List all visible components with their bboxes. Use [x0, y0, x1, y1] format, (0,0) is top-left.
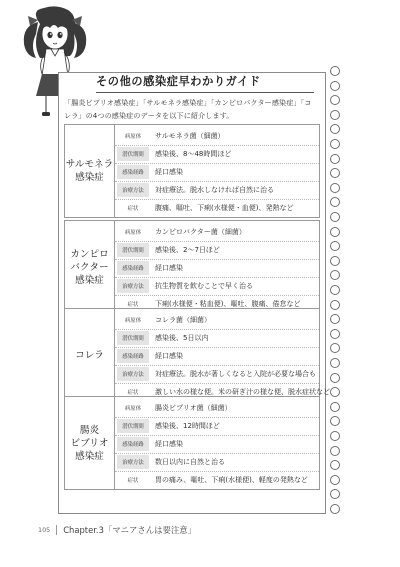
row-label: 症状 — [127, 302, 139, 308]
disease-group — [64, 220, 320, 314]
ring-hole — [330, 197, 340, 207]
row-label: 症状 — [127, 390, 139, 396]
disease-info-row — [115, 453, 319, 472]
disease-group — [64, 124, 320, 218]
disease-info-row — [115, 241, 319, 260]
ring-hole — [330, 227, 340, 237]
row-value: 感染後、8～48時間ほど — [155, 150, 232, 158]
ring-hole — [330, 373, 340, 383]
disease-info-row — [115, 259, 319, 278]
intro-text: 「腸炎ビブリオ感染症」「サルモネラ感染症」「カンピロバクター感染症」「コレラ」の4つの感染症のデータを以下に紹介します。 — [64, 98, 312, 120]
ring-hole — [330, 241, 340, 251]
ring-hole — [330, 489, 340, 499]
disease-info-row — [115, 347, 319, 366]
disease-info-row — [115, 163, 319, 182]
row-value: 経口感染 — [155, 440, 183, 448]
disease-info-row — [115, 329, 319, 348]
row-label: 感染経路 — [117, 261, 149, 275]
row-label: 感染経路 — [117, 349, 149, 363]
ring-hole — [330, 431, 340, 441]
ring-hole — [330, 329, 340, 339]
disease-name: サルモネラ 感染症 — [65, 125, 115, 217]
ring-hole — [330, 402, 340, 412]
row-value: 抗生物質を飲むことで早く治る — [155, 282, 253, 290]
ring-hole — [330, 446, 340, 456]
disease-name: カンピロ バクター 感染症 — [65, 221, 115, 313]
row-label: 治療方法 — [117, 367, 149, 381]
disease-name: 腸炎 ビブリオ 感染症 — [65, 397, 115, 489]
ring-hole — [330, 358, 340, 368]
row-label: 症状 — [127, 478, 139, 484]
ring-hole — [330, 95, 340, 105]
ring-hole — [330, 154, 340, 164]
ring-hole — [330, 387, 340, 397]
disease-info-row — [115, 223, 319, 242]
ring-hole — [330, 504, 340, 514]
disease-info-row — [115, 127, 319, 146]
row-value: 経口感染 — [155, 168, 183, 176]
row-value: 感染後、2～7日ほど — [155, 246, 220, 254]
row-value: 経口感染 — [155, 264, 183, 272]
row-label: 治療方法 — [117, 455, 149, 469]
guide-title: その他の感染症早わかりガイド — [96, 75, 261, 88]
ring-hole — [330, 314, 340, 324]
disease-info-row — [115, 311, 319, 330]
row-label: 潜伏期間 — [117, 331, 149, 345]
disease-info-row — [115, 435, 319, 454]
row-value: カンピロバクター菌（細菌） — [155, 228, 246, 236]
disease-info-row — [115, 417, 319, 436]
page-number: 105 — [38, 526, 51, 534]
ring-hole — [330, 168, 340, 178]
row-value: コレラ菌（細菌） — [155, 316, 211, 324]
disease-info-row — [115, 277, 319, 296]
row-value: 感染後、5日以内 — [155, 334, 209, 342]
row-value: 激しい水の様な便。米の研ぎ汁の様な便、脱水症状など — [155, 388, 330, 396]
row-label: 症状 — [127, 206, 139, 212]
chapter-title: Chapter.3「マニアさんは要注意」 — [63, 525, 197, 535]
ring-hole — [330, 460, 340, 470]
row-value: 経口感染 — [155, 352, 183, 360]
ring-hole — [330, 66, 340, 76]
row-label: 病原体 — [124, 318, 142, 324]
row-label: 病原体 — [124, 134, 142, 140]
disease-info-row — [115, 199, 319, 217]
disease-info-row — [115, 145, 319, 164]
row-label: 治療方法 — [117, 183, 149, 197]
footer-divider — [56, 525, 57, 535]
row-value: 腹痛、嘔吐、下痢(水様便・血便)、発熱など — [155, 204, 294, 212]
row-label: 病原体 — [124, 406, 142, 412]
ring-hole — [330, 212, 340, 222]
row-label: 潜伏期間 — [117, 419, 149, 433]
row-value: 対症療法。脱水が著しくなると入院が必要な場合も — [155, 370, 316, 378]
ring-hole — [330, 81, 340, 91]
ring-hole — [330, 139, 340, 149]
row-label: 感染経路 — [117, 437, 149, 451]
ring-hole — [330, 270, 340, 280]
disease-name: コレラ — [65, 309, 115, 401]
row-value: サルモネラ菌（細菌） — [155, 132, 225, 140]
ring-hole — [330, 256, 340, 266]
row-value: 胃の痛み、嘔吐、下痢(水様便)、軽度の発熱など — [155, 476, 308, 484]
ring-hole — [330, 300, 340, 310]
ring-hole — [330, 343, 340, 353]
row-value: 数日以内に自然と治る — [155, 458, 225, 466]
row-value: 下痢(水様便・粘血便)、嘔吐、腹痛、倦怠など — [155, 300, 301, 308]
row-label: 潜伏期間 — [117, 243, 149, 257]
ring-hole — [330, 110, 340, 120]
row-label: 治療方法 — [117, 279, 149, 293]
disease-group — [64, 308, 330, 402]
disease-info-row — [115, 365, 319, 384]
ring-hole — [330, 183, 340, 193]
row-label: 潜伏期間 — [117, 147, 149, 161]
ring-hole — [330, 124, 340, 134]
notebook-rings — [330, 66, 344, 518]
ring-hole — [330, 285, 340, 295]
row-value: 腸炎ビブリオ菌（細菌） — [155, 404, 232, 412]
title-underline — [96, 92, 314, 93]
guide-title-bar — [96, 70, 322, 92]
row-label: 感染経路 — [117, 165, 149, 179]
ring-hole — [330, 475, 340, 485]
row-label: 病原体 — [124, 230, 142, 236]
row-value: 感染後、12時間ほど — [155, 422, 220, 430]
ring-hole — [330, 416, 340, 426]
disease-info-row — [115, 471, 319, 489]
disease-info-row — [115, 181, 319, 200]
row-value: 対症療法。脱水しなければ自然に治る — [155, 186, 274, 194]
disease-group — [64, 396, 320, 490]
page-footer — [38, 524, 196, 536]
disease-info-row — [115, 399, 319, 418]
